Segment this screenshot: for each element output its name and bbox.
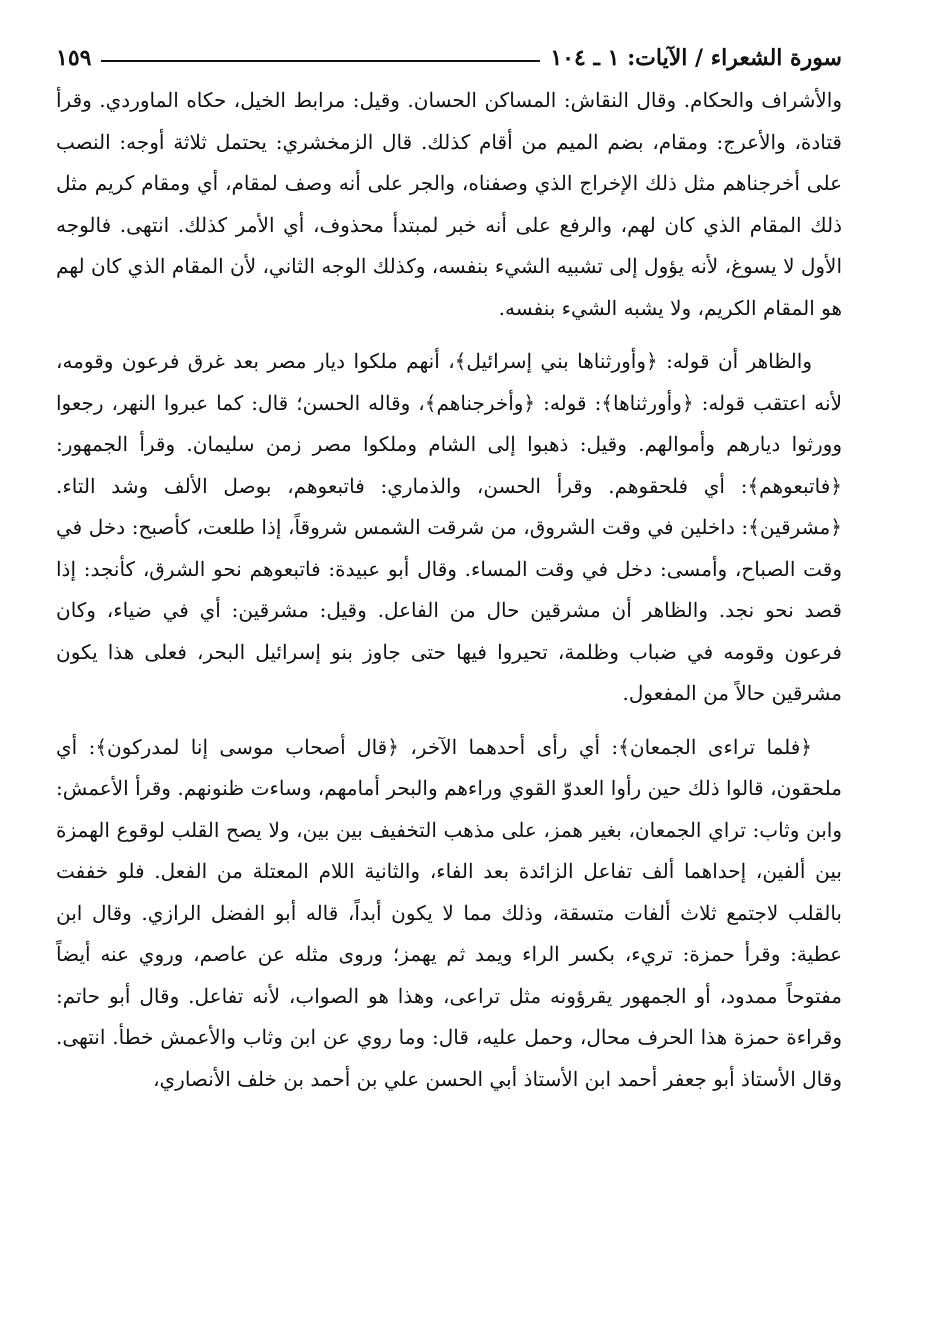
page-header — [56, 40, 842, 76]
paragraph: والأشراف والحكام. وقال النقاش: المساكن الحسان. وقيل: مرابط الخيل، حكاه الماوردي. وقرأ قتادة، والأعرج: ومقام، بضم الميم من أقام كذلك. قال الزمخشري: يحتمل ثلاثة أوجه: النصب على أخرجناهم مثل ذلك الإخراج الذي وصفناه، والجر على أنه وصف لمقام، أي ومقام كريم مثل ذلك المقام الذي كان لهم، والرفع على أنه خبر لمبتدأ محذوف، أي الأمر كذلك. انتهى. فالوجه الأول لا يسوغ، لأنه يؤول إلى تشبيه الشيء بنفسه، وكذلك الوجه الثاني، لأن المقام الذي كان لهم هو المقام الكريم، ولا يشبه الشيء بنفسه. — [56, 88, 842, 320]
paragraph: ﴿فلما تراءى الجمعان﴾: أي رأى أحدهما الآخر، ﴿قال أصحاب موسى إنا لمدركون﴾: أي ملحقون، قالوا ذلك حين رأوا العدوّ القوي وراءهم والبحر أمامهم، وساءت ظنونهم. وقرأ الأعمش: وابن وثاب: تراي الجمعان، بغير همز، على مذهب التخفيف بين بين، ولا يصح القلب لوقوع الهمزة بين ألفين، إحداهما ألف تفاعل الزائدة بعد الفاء، والثانية اللام المعتلة من الفعل. فلو خففت بالقلب لاجتمع ثلاث ألفات متسقة، وذلك مما لا يكون أبداً، قاله أبو الفضل الرازي. وقال ابن عطية: وقرأ حمزة: تريء، بكسر الراء ويمد ثم يهمز؛ وروى مثله عن عاصم، وروي عنه أيضاً مفتوحاً ممدود، أو الجمهور يقرؤونه مثل تراعى، وهذا هو الصواب، لأنه تفاعل. وقال أبو حاتم: وقراءة حمزة هذا الحرف محال، وحمل عليه، قال: وما روي عن ابن وثاب والأعمش خطأ. انتهى. وقال الأستاذ أبو جعفر أحمد ابن الأستاذ أبي الحسن علي بن أحمد بن خلف الأنصاري، — [56, 734, 842, 1091]
paragraph: والظاهر أن قوله: ﴿وأورثناها بني إسرائيل﴾، أنهم ملكوا ديار مصر بعد غرق فرعون وقومه، لأنه اعتقب قوله: ﴿وأورثناها﴾: قوله: ﴿وأخرجناهم﴾، وقاله الحسن؛ قال: كما عبروا النهر، رجعوا وورثوا ديارهم وأموالهم. وقيل: ذهبوا إلى الشام وملكوا مصر زمن سليمان. وقرأ الجمهور: ﴿فاتبعوهم﴾: أي فلحقوهم. وقرأ الحسن، والذماري: فاتبعوهم، بوصل الألف وشد التاء. ﴿مشرقين﴾: داخلين في وقت الشروق، من شرقت الشمس شروقاً، إذا طلعت، كأصبح: دخل في وقت الصباح، وأمسى: دخل في وقت المساء. وقال أبو عبيدة: فاتبعوهم نحو الشرق، كأنجد: إذا قصد نحو نجد. والظاهر أن مشرقين حال من الفاعل. وقيل: مشرقين: أي في ضياء، وكان فرعون وقومه في ضباب وظلمة، تحيروا فيها حتى جاوز بنو إسرائيل البحر، فعلى هذا يكون مشرقين حالاً من المفعول. — [56, 349, 842, 705]
running-title: سورة الشعراء / الآيات: ١ ـ ١٠٤ — [550, 45, 842, 71]
header-rule — [101, 60, 540, 62]
page-number: ١٥٩ — [56, 45, 92, 71]
body-text — [56, 80, 842, 1100]
